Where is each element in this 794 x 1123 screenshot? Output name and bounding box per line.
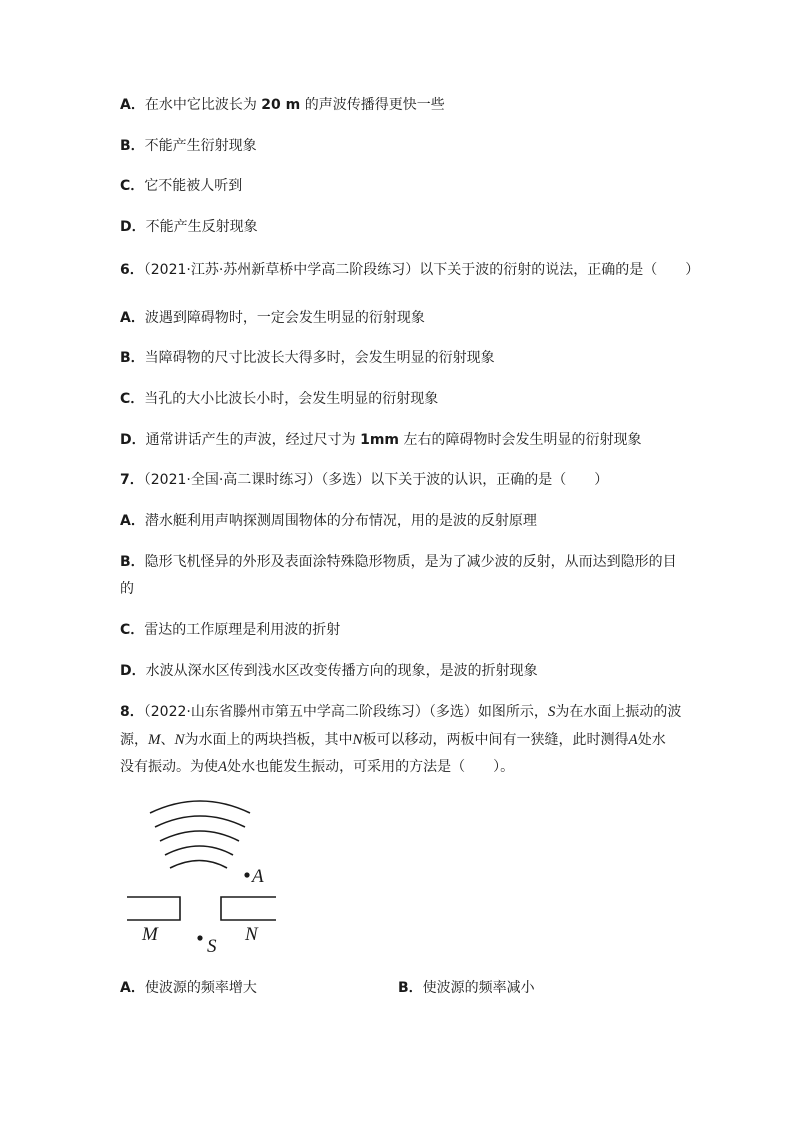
q7-option-a <box>120 512 537 530</box>
question-source: （2022·山东省滕州市第五中学高二阶段练习） <box>143 704 429 720</box>
question-number: 7． <box>120 472 144 488</box>
option-letter: D． <box>120 663 146 679</box>
option-text: 的 <box>120 581 134 597</box>
question-stem: 处水也能发生振动，可采用的方法是（ ）。 <box>227 759 515 775</box>
option-text: 雷达的工作原理是利用波的折射 <box>144 622 341 638</box>
wavefront-arc <box>155 816 245 827</box>
q8-stem-line2 <box>120 731 666 749</box>
q7-option-c <box>120 621 340 639</box>
q6-option-c <box>120 390 438 408</box>
q5-option-d <box>120 218 258 236</box>
variable-m: M <box>148 732 161 748</box>
q8-option-b <box>398 979 535 997</box>
option-letter: A． <box>120 513 145 529</box>
q7-option-b-cont <box>120 580 134 598</box>
q6-option-d <box>120 431 641 449</box>
q5-option-b <box>120 137 257 155</box>
q6-option-a <box>120 309 425 327</box>
barrier-m <box>127 897 180 920</box>
source-s-dot <box>197 935 202 940</box>
q5-option-a <box>120 96 445 114</box>
wavefront-arc <box>170 861 227 869</box>
option-text: 的声波传播得更快一些 <box>300 97 445 113</box>
variable-n: N <box>352 732 363 748</box>
option-text: 隐形飞机怪异的外形及表面涂特殊隐形物质，是为了减少波的反射，从而达到隐形的目 <box>144 554 677 570</box>
option-letter: D． <box>120 219 146 235</box>
q7-option-d <box>120 662 538 680</box>
q8-stem-line1 <box>120 703 681 721</box>
option-letter: B． <box>398 980 423 996</box>
wave-diffraction-figure <box>120 795 290 960</box>
variable-a: A <box>628 732 638 748</box>
label-m: M <box>142 924 158 945</box>
option-text: 左右的障碍物时会发生明显的衍射现象 <box>399 432 642 448</box>
option-text: 在水中它比波长为 <box>144 97 262 113</box>
option-text: 波遇到障碍物时，一定会发生明显的衍射现象 <box>144 310 425 326</box>
wavefront-arc <box>165 846 233 855</box>
option-letter: C． <box>120 178 145 194</box>
question-stem: 、 <box>160 732 175 748</box>
question-stem: 板可以移动，两板中间有一狭缝，此时测得 <box>362 732 629 748</box>
q8-option-a <box>120 979 257 997</box>
question-stem: 以下关于波的衍射的说法，正确的是（ ） <box>419 262 700 278</box>
option-text: 水波从深水区传到浅水区改变传播方向的现象，是波的折射现象 <box>145 663 538 679</box>
barrier-n <box>221 897 276 920</box>
point-a-dot <box>244 872 249 877</box>
option-text: 使波源的频率增大 <box>144 980 257 996</box>
wavefront-arc <box>150 801 250 813</box>
q7-option-b <box>120 553 677 571</box>
label-n: N <box>245 924 258 945</box>
option-letter: B． <box>120 138 145 154</box>
option-letter: C． <box>120 391 145 407</box>
option-number: 20 m <box>261 97 301 113</box>
question-source: （2021·江苏·苏州新草桥中学高二阶段练习） <box>143 262 420 278</box>
option-letter: C． <box>120 622 145 638</box>
option-text: 当孔的大小比波长小时，会发生明显的衍射现象 <box>144 391 439 407</box>
question-stem: 没有振动。为使 <box>120 759 218 775</box>
option-text: 不能产生衍射现象 <box>144 138 257 154</box>
label-a: A <box>252 866 264 887</box>
question-stem: 处水 <box>637 732 666 748</box>
option-text: 它不能被人听到 <box>144 178 243 194</box>
option-text: 潜水艇利用声呐探测周围物体的分布情况，用的是波的反射原理 <box>144 513 537 529</box>
label-s: S <box>207 936 217 957</box>
question-stem: （多选）以下关于波的认识，正确的是（ ） <box>321 472 609 488</box>
option-number: 1mm <box>360 432 399 448</box>
option-text: 使波源的频率减小 <box>422 980 535 996</box>
wavefronts <box>150 801 250 868</box>
variable-a: A <box>218 759 228 775</box>
question-number: 8． <box>120 704 144 720</box>
q8-stem-line3 <box>120 758 514 776</box>
option-text: 通常讲话产生的声波，经过尺寸为 <box>145 432 361 448</box>
question-stem: 为在水面上振动的波 <box>555 704 682 720</box>
q7-stem <box>120 471 608 489</box>
question-source: （2021·全国·高二课时练习） <box>143 472 322 488</box>
question-stem: （多选）如图所示， <box>428 704 548 720</box>
option-letter: A． <box>120 980 145 996</box>
question-number: 6． <box>120 262 144 278</box>
q5-option-c <box>120 177 242 195</box>
option-letter: B． <box>120 554 145 570</box>
option-letter: B． <box>120 350 145 366</box>
option-text: 当障碍物的尺寸比波长大得多时，会发生明显的衍射现象 <box>144 350 495 366</box>
variable-s: S <box>547 704 556 720</box>
option-letter: D． <box>120 432 146 448</box>
wavefront-arc <box>160 831 239 841</box>
q6-option-b <box>120 349 495 367</box>
option-letter: A． <box>120 310 145 326</box>
option-letter: A． <box>120 97 145 113</box>
variable-n: N <box>174 732 185 748</box>
question-stem: 源， <box>120 732 148 748</box>
q6-stem <box>120 261 699 279</box>
option-text: 不能产生反射现象 <box>145 219 258 235</box>
question-stem: 为水面上的两块挡板，其中 <box>184 732 353 748</box>
